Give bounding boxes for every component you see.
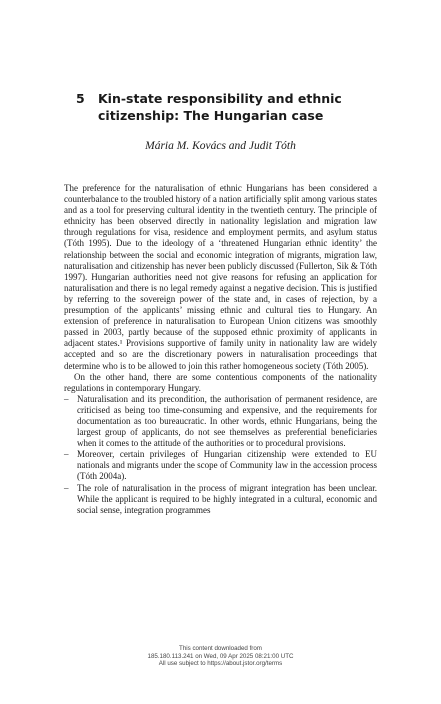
download-notice — [0, 645, 441, 668]
body-paragraph: On the other hand, there are some contentious components of the nationality regulations in contemporary Hungary. — [64, 371, 377, 393]
list-item — [64, 394, 377, 449]
download-notice-line: 185.180.113.241 on Wed, 09 Apr 2025 08:21:00 UTC — [147, 652, 294, 660]
download-notice-line: All use subject to https://about.jstor.org/terms — [158, 660, 283, 668]
bullet-dash: – — [64, 449, 69, 460]
chapter-heading — [76, 90, 376, 124]
bullet-dash: – — [64, 482, 69, 493]
criticism-list — [64, 394, 377, 516]
chapter-title: Kin-state responsibility and ethnic citizenship: The Hungarian case — [98, 91, 342, 123]
chapter-body — [64, 183, 377, 516]
list-item-text: The role of naturalisation in the process of migrant integration has been unclear. While the applicant is required to be highly integrated in a cultural, economic and social sense, integration programmes — [77, 482, 377, 515]
download-notice-line: This content downloaded from — [179, 645, 262, 652]
bullet-dash: – — [64, 393, 69, 404]
list-item-text: Moreover, certain privileges of Hungarian citizenship were extended to EU nationals and migrants under the scope of Community law in the accession process (Tóth 2004a). — [77, 449, 377, 482]
chapter-authors: Mária M. Kovács and Judit Tóth — [145, 140, 296, 152]
body-paragraph: The preference for the naturalisation of ethnic Hungarians has been considered a counterbalance to the troubled history of a nation artificially split among various states and as a tool for preserving cultural identity in the twentieth century. The principle of ethnicity has been observed directly in nationality legislation and migration law through regulations for visa, residence and employment permits, and asylum status (Tóth 1995). Due to the ideology of a ‘threatened Hungarian ethnic identity’ the relationship between the social and economic integration of migrants, migration law, naturalisation and citizenship has never been publicly discussed (Fullerton, Sik & Tóth 1997). Hungarian authorities need not give reasons for refusing an application for naturalisation and there is no legal remedy against a negative decision. This is justified by referring to the sovereign power of the state and, in cases of rejection, by a presumption of the applicants’ missing ethnic and cultural ties to Hungary. An extension of preference in naturalisation to European Union citizens was smoothly passed in 2003, partly because of the supposed ethnic proximity of applicants in adjacent states.¹ Provisions supportive of family unity in nationality law are widely accepted and so are the discretionary powers in naturalisation proceedings that determine who is to be allowed to join this rather homogeneous society (Tóth 2005). — [64, 183, 377, 371]
list-item — [64, 449, 377, 482]
chapter-number: 5 — [76, 91, 85, 106]
list-item-text: Naturalisation and its precondition, the authorisation of permanent residence, are criticised as being too time-consuming and expensive, and the requirements for documentation as too bureaucratic. In other words, ethnic Hungarians, being the largest group of applicants, do not see themselves as preferential beneficiaries when it comes to the attitude of the authorities or to procedural provisions. — [77, 393, 377, 449]
list-item — [64, 483, 377, 516]
